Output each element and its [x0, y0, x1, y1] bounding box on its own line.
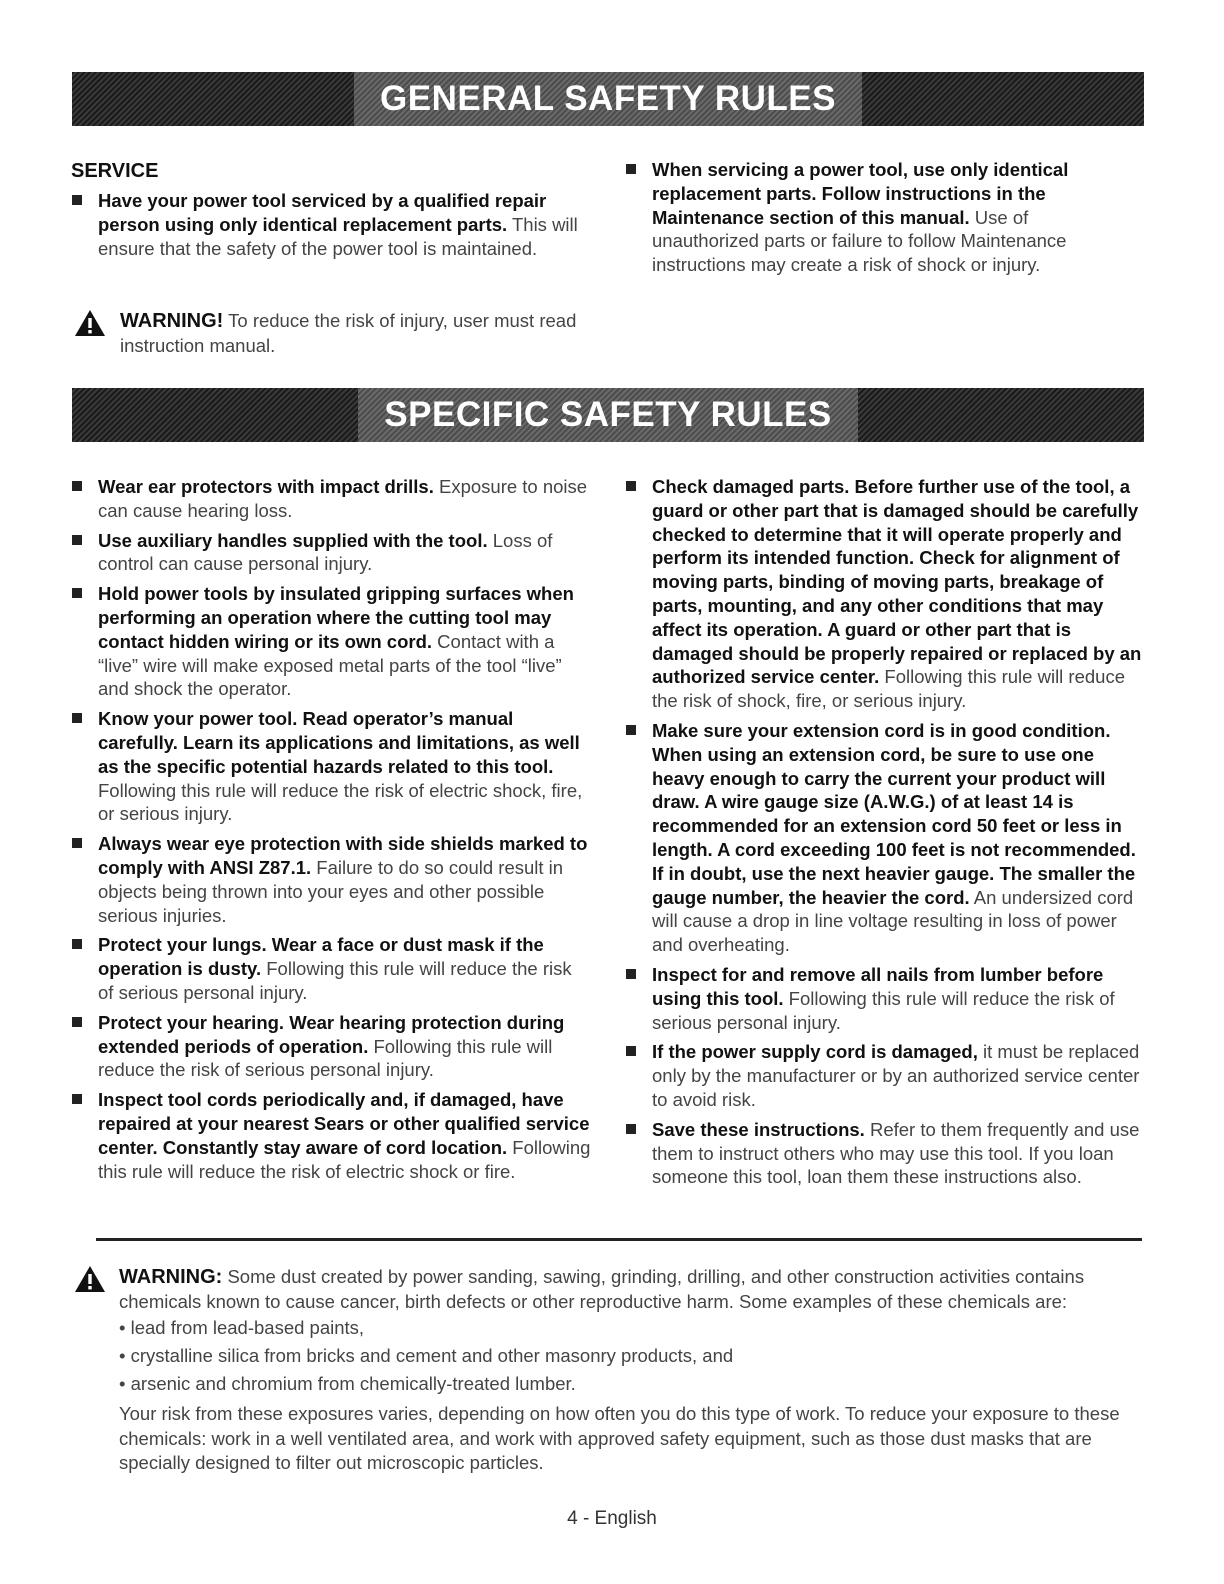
section-divider	[96, 1238, 1142, 1241]
service-right-column	[625, 158, 1135, 283]
bullet-square-icon	[626, 481, 636, 491]
rule-item	[71, 475, 591, 523]
service-left-column	[71, 160, 591, 266]
service-heading: SERVICE	[71, 160, 159, 182]
rule-item	[625, 158, 1135, 277]
bullet-square-icon	[72, 1094, 82, 1104]
general-safety-banner	[72, 72, 1144, 126]
rule-item	[625, 963, 1145, 1034]
rule-text: Use of unauthorized parts or failure to follow Maintenance instructions may create a risk of shock or injury.	[652, 206, 1067, 276]
specific-right-column	[625, 475, 1145, 1195]
specific-left-list	[71, 475, 591, 1183]
service-right-list	[625, 158, 1135, 277]
dust-warning-closing: Your risk from these exposures varies, depending on how often you do this type of work. To reduce your exposure to these chemicals: work in a well ventilated area, and work with approved safety equipment, such as those dust masks that are specially designed to filter out microscopic particles.	[119, 1403, 1120, 1473]
bullet-square-icon	[626, 1046, 636, 1056]
dust-chemicals-list	[119, 1314, 1144, 1398]
general-warning	[74, 309, 594, 358]
rule-bold-text: Always wear eye protection with side shields marked to comply with ANSI Z87.1.	[98, 833, 588, 878]
bullet-square-icon	[626, 1124, 636, 1134]
service-left-list	[71, 189, 591, 260]
rule-bold-text: Wear ear protectors with impact drills.	[98, 476, 434, 497]
rule-bold-text: Hold power tools by insulated gripping surfaces when performing an operation where the cutting tool may contact hidden wiring or its own cord.	[98, 583, 574, 652]
rule-bold-text: Protect your hearing. Wear hearing protection during extended periods of operation.	[98, 1011, 565, 1057]
rule-text: Following this rule will reduce the risk of electric shock, fire, or serious injury.	[98, 779, 583, 825]
rule-item	[71, 933, 591, 1004]
rule-item	[625, 1118, 1145, 1189]
rule-text: Following this rule will reduce the risk of serious personal injury.	[98, 1035, 553, 1081]
dust-warning-label: WARNING:	[119, 1266, 223, 1288]
rule-item	[625, 719, 1145, 957]
rule-bold-text: Protect your lungs. Wear a face or dust mask if the operation is dusty.	[98, 934, 544, 980]
rule-item	[71, 1011, 591, 1082]
rule-item	[71, 529, 591, 577]
dust-chemical-item: • crystalline silica from bricks and cement and other masonry products, and	[119, 1345, 734, 1366]
specific-right-list	[625, 475, 1145, 1189]
general-safety-title: GENERAL SAFETY RULES	[354, 72, 862, 126]
rule-text: Failure to do so could result in objects being thrown into your eyes and other possible serious injuries.	[98, 856, 564, 926]
rule-text: Contact with a “live” wire will make exposed metal parts of the tool “live” and shock the operator.	[98, 630, 562, 700]
rule-item	[71, 1088, 591, 1183]
rule-bold-text: Know your power tool. Read operator’s manual carefully. Learn its applications and limitations, as well as the specific potential hazards related to this tool.	[98, 708, 580, 777]
dust-chemical-item: • lead from lead-based paints,	[119, 1317, 365, 1338]
bullet-square-icon	[626, 164, 636, 174]
rule-bold-text: Check damaged parts. Before further use of the tool, a guard or other part that is damaged should be carefully checked to determine that it will operate properly and perform its intended function. Check for alignment of moving parts, binding of moving parts, breakage of parts, mounting, and any other conditions that may affect its operation. A guard or other part that is damaged should be properly repaired or replaced by an authorized service center.	[652, 476, 1142, 688]
rule-text: Exposure to noise can cause hearing loss.	[98, 476, 588, 521]
rule-item	[625, 475, 1145, 713]
bullet-square-icon	[72, 195, 82, 205]
rule-item	[71, 832, 591, 927]
rule-bold-text: Use auxiliary handles supplied with the tool.	[98, 529, 488, 551]
page-footer: 4 - English	[567, 1508, 657, 1529]
bullet-square-icon	[72, 588, 82, 598]
specific-left-column	[71, 475, 591, 1189]
rule-text: it must be replaced only by the manufacturer or by an authorized service center to avoid risk.	[652, 1041, 1140, 1110]
bullet-square-icon	[72, 939, 82, 949]
general-warning-text: To reduce the risk of injury, user must read instruction manual.	[120, 310, 577, 356]
rule-bold-text: Inspect tool cords periodically and, if damaged, have repaired at your nearest Sears or other qualified service center. Constantly stay aware of cord location.	[98, 1089, 590, 1158]
rule-text: This will ensure that the safety of the power tool is maintained.	[98, 213, 578, 259]
bullet-square-icon	[72, 1017, 82, 1027]
rule-text: Following this rule will reduce the risk of shock, fire, or serious injury.	[652, 666, 1125, 712]
rule-text: An undersized cord will cause a drop in line voltage resulting in loss of power and overheating.	[652, 886, 1134, 956]
bullet-square-icon	[72, 481, 82, 491]
dust-warning-intro: Some dust created by power sanding, sawing, grinding, drilling, and other construction activities contains chemicals known to cause cancer, birth defects or other reproductive harm. Some examples of these chemicals are:	[119, 1266, 1085, 1312]
rule-text: Refer to them frequently and use them to instruct others who may use this tool. If you loan someone this tool, loan them these instructions also.	[652, 1118, 1140, 1188]
rule-bold-text: When servicing a power tool, use only identical replacement parts. Follow instructions in the Maintenance section of this manual.	[652, 159, 1069, 228]
warning-triangle-icon	[74, 309, 106, 337]
rule-bold-text: If the power supply cord is damaged,	[652, 1041, 978, 1063]
rule-bold-text: Make sure your extension cord is in good condition. When using an extension cord, be sure to use one heavy enough to carry the current your product will draw. A wire gauge size (A.W.G.) of at least 14 is recommended for an extension cord 50 feet or less in length. A cord exceeding 100 feet is not recommended. If in doubt, use the next heavier gauge. The smaller the gauge number, the heavier the cord.	[652, 719, 1136, 908]
dust-warning	[74, 1265, 1144, 1476]
bullet-square-icon	[72, 535, 82, 545]
rule-item	[71, 707, 591, 826]
rule-text: Loss of control can cause personal injury.	[98, 529, 553, 575]
rule-text: Following this rule will reduce the risk of serious personal injury.	[98, 958, 572, 1003]
general-warning-label: WARNING!	[120, 310, 224, 332]
rule-bold-text: Have your power tool serviced by a qualified repair person using only identical replacement parts.	[98, 190, 547, 235]
rule-item	[71, 582, 591, 701]
bullet-square-icon	[72, 713, 82, 723]
rule-item	[625, 1040, 1145, 1111]
rule-text: Following this rule will reduce the risk of serious personal injury.	[652, 987, 1115, 1033]
specific-safety-banner	[72, 388, 1144, 442]
bullet-square-icon	[72, 838, 82, 848]
rule-text: Following this rule will reduce the risk of electric shock or fire.	[98, 1136, 591, 1182]
rule-bold-text: Inspect for and remove all nails from lumber before using this tool.	[652, 963, 1104, 1009]
bullet-square-icon	[626, 969, 636, 979]
warning-triangle-icon	[74, 1265, 106, 1293]
rule-item	[71, 189, 591, 260]
dust-chemical-item: • arsenic and chromium from chemically-treated lumber.	[119, 1373, 576, 1394]
rule-bold-text: Save these instructions.	[652, 1118, 865, 1140]
bullet-square-icon	[626, 725, 636, 735]
specific-safety-title: SPECIFIC SAFETY RULES	[358, 388, 857, 442]
